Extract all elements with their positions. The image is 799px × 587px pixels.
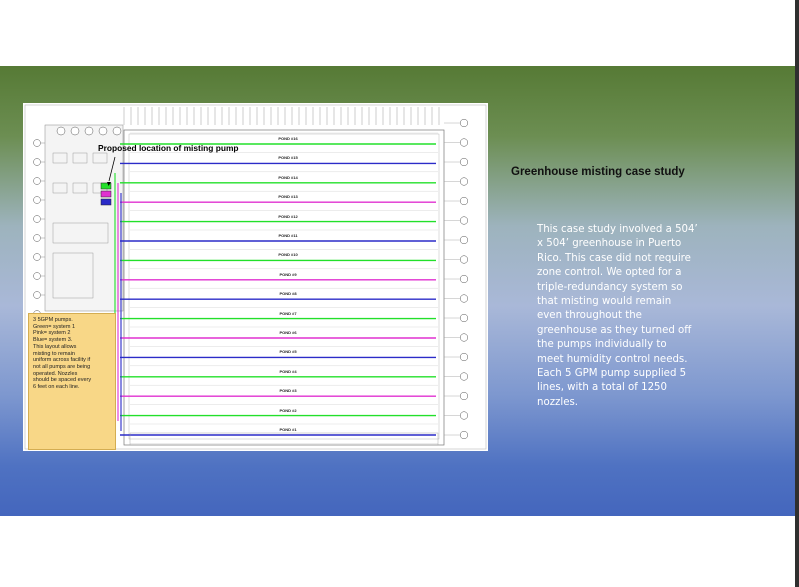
- grid-bubble: [460, 353, 468, 361]
- pond-label: POND #14: [278, 174, 298, 180]
- grid-bubble: [34, 197, 41, 204]
- grid-bubble: [460, 236, 468, 244]
- grid-bubble: [34, 216, 41, 223]
- description-line: the pumps individually to: [537, 339, 667, 351]
- pump-legend-text: [33, 317, 111, 391]
- greenhouse-floor-plan: [23, 103, 488, 451]
- description-line: Each 5 GPM pump supplied 5: [537, 368, 687, 380]
- grid-bubble: [460, 275, 468, 283]
- note-line: misting to remain: [33, 350, 75, 357]
- slide-edge-divider: [795, 0, 799, 587]
- note-line: Pink= system 2: [33, 330, 71, 337]
- note-line: should be spaced every: [33, 377, 92, 384]
- description-line: even throughout the: [537, 310, 642, 322]
- grid-bubble: [34, 235, 41, 242]
- grid-bubble: [460, 314, 468, 322]
- grid-bubble: [34, 273, 41, 280]
- note-line: 6 feet on each line.: [33, 384, 80, 391]
- description-line: This case study involved a 504’: [537, 224, 698, 235]
- pump-location-callout: Proposed location of misting pump: [98, 143, 239, 153]
- description-line: that misting would remain: [537, 296, 672, 308]
- pump-legend-note: [28, 313, 116, 450]
- description-line: meet humidity control needs.: [537, 353, 688, 365]
- grid-bubble: [460, 295, 468, 303]
- description-line: triple-redundancy system so: [537, 281, 683, 293]
- grid-bubble: [71, 127, 79, 135]
- grid-bubble: [34, 159, 41, 166]
- pond-label: POND #13: [278, 194, 298, 200]
- pond-label: POND #11: [278, 233, 298, 238]
- note-line: Blue= system 3.: [33, 337, 73, 344]
- grid-bubble: [460, 197, 468, 205]
- note-line: uniform across facility if: [33, 357, 91, 364]
- pump-blue: [101, 199, 111, 205]
- description-line: Rico. This case did not require: [537, 252, 691, 264]
- pond-label: POND #9: [279, 271, 297, 277]
- pond-label: POND #15: [278, 155, 298, 161]
- note-line: Green= system 1: [33, 323, 76, 330]
- grid-bubble: [460, 373, 468, 381]
- slide-title: Greenhouse misting case study: [511, 166, 685, 178]
- pond-label: POND #4: [279, 368, 297, 374]
- pond-label: POND #12: [278, 213, 298, 219]
- grid-bubble: [460, 178, 468, 186]
- pond-label: POND #6: [279, 330, 297, 335]
- grid-bubble: [85, 127, 93, 135]
- grid-bubble: [113, 127, 121, 135]
- pond-label: POND #5: [279, 349, 297, 355]
- description-line: x 504’ greenhouse in Puerto: [537, 238, 682, 250]
- pump-pink: [101, 191, 111, 197]
- description-line: nozzles.: [537, 396, 579, 408]
- pond-label: POND #1: [279, 427, 297, 432]
- grid-bubble: [99, 127, 107, 135]
- grid-bubble: [34, 254, 41, 261]
- grid-bubble: [460, 119, 468, 127]
- note-line: operated. Nozzles: [33, 370, 78, 377]
- grid-bubble: [57, 127, 65, 135]
- pond-label: POND #7: [279, 310, 297, 316]
- note-line: This layout allows: [33, 343, 77, 350]
- grid-bubble: [34, 292, 41, 299]
- grid-bubble: [460, 392, 468, 400]
- grid-bubble: [460, 158, 468, 166]
- pond-label: POND #10: [278, 252, 298, 258]
- grid-bubble: [460, 334, 468, 342]
- grid-bubble: [34, 178, 41, 185]
- pond-label: POND #8: [279, 291, 297, 297]
- grid-bubble: [460, 412, 468, 420]
- grid-bubble: [460, 217, 468, 225]
- grid-bubble: [460, 256, 468, 264]
- description-line: lines, with a total of 1250: [537, 382, 668, 394]
- note-line: 3 5GPM pumps.: [33, 317, 73, 323]
- grid-bubble: [34, 140, 41, 147]
- note-line: not all pumps are being: [33, 363, 91, 370]
- case-study-description: [537, 223, 749, 410]
- pond-label: POND #3: [279, 388, 297, 394]
- grid-bubble: [460, 431, 468, 439]
- grid-bubble: [460, 139, 468, 147]
- description-line: greenhouse as they turned off: [537, 324, 692, 336]
- pond-label: POND #2: [279, 407, 297, 413]
- description-line: zone control. We opted for a: [537, 267, 682, 279]
- pond-label: POND #16: [278, 136, 298, 141]
